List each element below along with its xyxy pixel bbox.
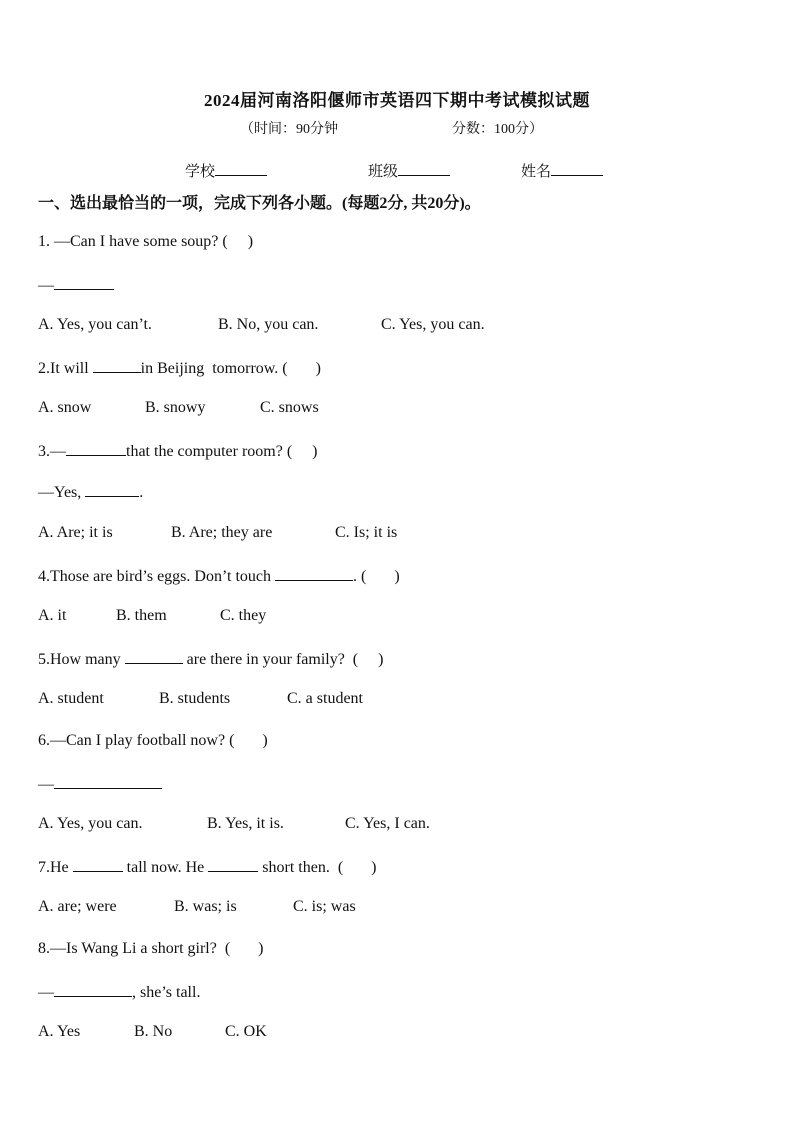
class-label: 班级 (368, 164, 399, 180)
name-label: 姓名 (521, 164, 552, 180)
question-6-stem: 6.—Can I play football now? ( ) (38, 732, 268, 749)
question-3-reply: —Yes, . (38, 484, 144, 501)
answer-blank[interactable] (125, 649, 183, 664)
exam-time: （时间：90分钟 (240, 122, 338, 137)
answer-blank[interactable] (54, 774, 162, 789)
question-2-option-c[interactable]: C. snows (260, 399, 319, 416)
question-2-option-a[interactable]: A. snow (38, 399, 92, 416)
question-8-option-c[interactable]: C. OK (225, 1023, 267, 1040)
exam-score: 分数：100分） (452, 122, 543, 137)
question-1-reply (38, 275, 114, 295)
answer-blank[interactable] (54, 275, 114, 290)
question-7-option-c[interactable]: C. is; was (293, 898, 356, 915)
question-5-stem: 5.How many are there in your family? ( ) (38, 651, 384, 668)
question-3-option-a[interactable]: A. Are; it is (38, 524, 113, 541)
question-7-option-a[interactable]: A. are; were (38, 898, 117, 915)
question-1-option-b[interactable]: B. No, you can. (218, 316, 319, 333)
question-1-option-a[interactable]: A. Yes, you can’t. (38, 316, 152, 333)
question-4-option-c[interactable]: C. they (220, 607, 267, 624)
question-5-option-a[interactable]: A. student (38, 690, 104, 707)
question-3-option-b[interactable]: B. Are; they are (171, 524, 273, 541)
class-field (368, 160, 450, 181)
name-blank[interactable] (551, 161, 603, 176)
question-8-stem: 8.—Is Wang Li a short girl? ( ) (38, 940, 264, 957)
answer-blank[interactable] (93, 358, 141, 373)
question-8-reply: — , she’s tall. (38, 984, 201, 1001)
answer-blank[interactable] (208, 857, 258, 872)
question-2-stem: 2.It will in Beijing tomorrow. ( ) (38, 360, 321, 377)
answer-blank[interactable] (73, 857, 123, 872)
question-4-stem: 4.Those are bird’s eggs. Don’t touch . ( ) (38, 568, 400, 585)
name-field (521, 160, 603, 181)
exam-title: 2024届河南洛阳偃师市英语四下期中考试模拟试题 (204, 91, 590, 110)
question-3-stem: 3.— that the computer room? ( ) (38, 443, 318, 460)
question-6-reply (38, 774, 162, 794)
reply-dash: — (38, 277, 54, 294)
question-7-option-b[interactable]: B. was; is (174, 898, 237, 915)
answer-blank[interactable] (66, 441, 126, 456)
section-title: 一、选出最恰当的一项，完成下列各小题。(每题2分, 共20分)。 (38, 195, 481, 212)
answer-blank[interactable] (275, 566, 353, 581)
question-6-option-a[interactable]: A. Yes, you can. (38, 815, 143, 832)
question-1-stem: 1. —Can I have some soup? ( ) (38, 233, 254, 250)
question-6-option-c[interactable]: C. Yes, I can. (345, 815, 430, 832)
school-label: 学校 (185, 164, 216, 180)
question-3-option-c[interactable]: C. Is; it is (335, 524, 398, 541)
question-5-option-c[interactable]: C. a student (287, 690, 363, 707)
question-5-option-b[interactable]: B. students (159, 690, 231, 707)
school-blank[interactable] (215, 161, 267, 176)
class-blank[interactable] (398, 161, 450, 176)
question-1-option-c[interactable]: C. Yes, you can. (381, 316, 485, 333)
question-4-option-b[interactable]: B. them (116, 607, 167, 624)
question-6-option-b[interactable]: B. Yes, it is. (207, 815, 284, 832)
answer-blank[interactable] (85, 482, 139, 497)
school-field (185, 160, 267, 181)
question-8-option-a[interactable]: A. Yes (38, 1023, 81, 1040)
question-7-stem: 7.He tall now. He short then. ( ) (38, 859, 377, 876)
answer-blank[interactable] (54, 982, 132, 997)
question-4-option-a[interactable]: A. it (38, 607, 67, 624)
question-2-option-b[interactable]: B. snowy (145, 399, 206, 416)
reply-dash: — (38, 776, 54, 793)
question-8-option-b[interactable]: B. No (134, 1023, 173, 1040)
